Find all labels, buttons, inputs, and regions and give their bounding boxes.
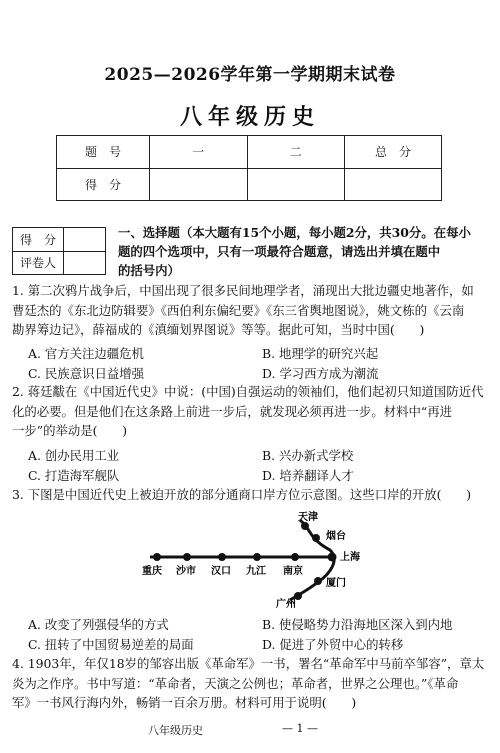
port-label-yantai: 烟台 [326,531,346,542]
score-table-header-part2: 二 [247,136,345,169]
q3-option-a[interactable]: A. 改变了列强侵华的方式 [28,617,169,632]
grader-score-label: 得 分 [13,228,64,252]
q1-option-b[interactable]: B. 地理学的研究兴起 [262,346,379,361]
port-dot-xiamen [314,577,322,585]
port-dot-shanghai [328,553,337,562]
q3-option-b[interactable]: B. 使侵略势力沿海地区深入到内地 [262,617,453,632]
port-dot-hankou [218,553,226,561]
q3-option-d[interactable]: D. 促进了外贸中心的转移 [262,637,404,652]
grader-score-cell[interactable] [64,228,106,252]
score-table-header-part1: 一 [150,136,248,169]
question-4 [12,654,492,713]
question-text: 1. 第二次鸦片战争后，中国出现了很多民间地理学者，涌现出大批边疆史地著作，如 [12,283,474,298]
question-text: 4. 1903年，年仅18岁的邹容出版《革命军》一书，署名“革命军中马前卒邹容”，章太 [12,656,485,671]
port-dot-yantai [312,534,320,542]
question-text: 军》一书风行海内外，畅销一百余万册。材料可用于说明( ) [12,695,357,711]
score-table-header-label: 题 号 [57,136,150,169]
score-cell-part2[interactable] [247,168,345,201]
question-1 [12,281,492,340]
q2-option-b[interactable]: B. 兴办新式学校 [262,448,354,463]
port-label-jiujiang: 九江 [246,566,266,577]
footer-page-number: — 1 — [282,722,318,735]
question-text: 3. 下图是中国近代史上被迫开放的部分通商口岸方位示意图。这些口岸的开放( ) [12,487,472,502]
q1-option-a[interactable]: A. 官方关注边疆危机 [28,346,144,361]
section-line: 一、选择题（本大题有15个小题，每小题2分，共30分。在每小 [118,225,471,240]
score-table-header-total: 总 分 [345,136,442,169]
port-dot-nanjing [291,553,299,561]
port-label-hankou: 汉口 [211,566,231,577]
port-dot-shashi [183,553,191,561]
port-label-chongqing: 重庆 [142,566,162,577]
port-dot-jiujiang [253,553,261,561]
port-label-xiamen: 厦门 [326,578,346,589]
question-text: 一步”的举动是( ) [12,423,128,439]
port-label-nanjing: 南京 [283,566,303,577]
port-label-tianjin: 天津 [298,512,318,523]
grader-name-label: 评卷人 [13,251,64,275]
score-table-row-label: 得 分 [57,168,150,201]
footer-subject: 八年级历史 [148,724,203,737]
q1-option-c[interactable]: C. 民族意识日益增强 [28,366,145,381]
section-instructions [118,223,490,280]
port-dot-tianjin [301,522,309,530]
section-line: 的括号内） [118,263,180,278]
q2-option-c[interactable]: C. 打造海军舰队 [28,468,120,483]
question-3 [12,485,492,505]
q3-option-c[interactable]: C. 扭转了中国贸易逆差的局面 [28,637,194,652]
port-dot-chongqing [153,553,161,561]
score-cell-part1[interactable] [150,168,248,201]
q2-option-d[interactable]: D. 培养翻译人才 [262,468,354,483]
port-label-shashi: 沙市 [176,566,196,577]
exam-title: 2025—2026学年第一学期期末试卷 [104,65,396,85]
question-text: 炎为之作序。书中写道：“革命者，天演之公例也；革命者，世界之公理也。”《革命 [12,675,459,691]
q2-option-a[interactable]: A. 创办民用工业 [28,448,120,463]
port-label-guangzhou: 广州 [276,599,296,608]
q1-option-d[interactable]: D. 学习西方成为潮流 [262,366,379,381]
question-text: 化的必要。但是他们在这条路上前进一步后，就发现必须再进一步。材料中“再进 [12,403,453,419]
question-text: 曹廷杰的《东北边防辑要》《西伯利东偏纪要》《东三省舆地图说》，姚文栋的《云南 [12,302,465,318]
subject-title: 八年级历史 [179,104,320,130]
score-table [56,135,442,201]
grader-name-cell[interactable] [64,251,106,275]
score-cell-total[interactable] [345,168,442,201]
section-line: 题的四个选项中，只有一项最符合题意，请选出并填在题中 [118,244,441,259]
grader-table [12,227,106,275]
question-text: 勘界筹边记》，薛福成的《滇缅划界图说》等等。据此可知，当时中国( ) [12,322,425,338]
port-label-shanghai: 上海 [340,552,360,563]
treaty-ports-map [140,508,380,608]
question-2 [12,382,492,441]
question-text: 2. 蒋廷黻在《中国近代史》中说：(中国)自强运动的领袖们，他们起初只知道国防近代 [12,384,484,399]
